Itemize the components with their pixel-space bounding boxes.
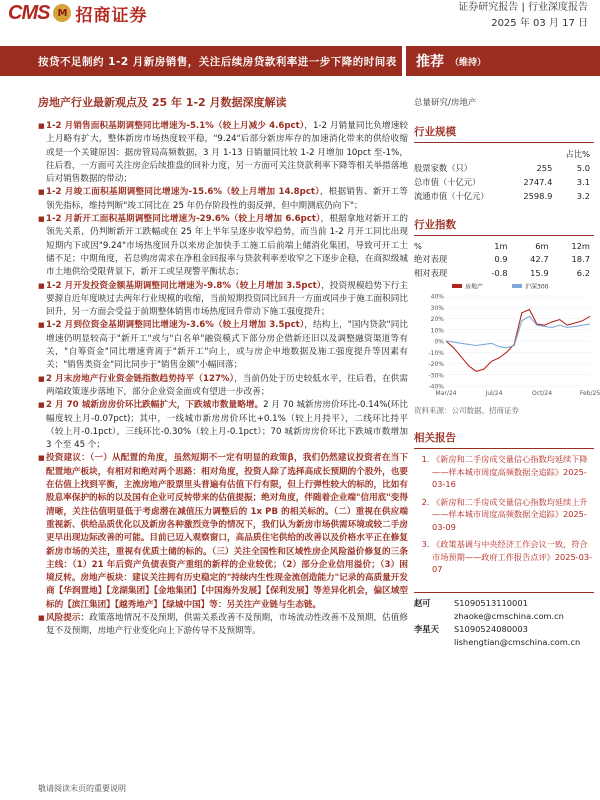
y-tick-label: 20% <box>430 316 444 323</box>
industry-index-section <box>414 217 600 416</box>
industry-scale-section <box>414 124 594 203</box>
legend-label: 沪深300 <box>525 283 549 291</box>
industry-scale-table <box>414 147 594 203</box>
bullet-house-price: ■ 2 月 70 城新房房价环比跌幅扩大，下跌城市数量略增。2 月 70 城新房房价环比-0.14%(环比幅度较上月-0.07pct)；其中，一线城市新房房价环比+0.1%（较上月持平），二线环比持平（较上月-0.1pct），三线环比-0.30%（较上月-0.1pct）；70 城新房房价环比下跌城市数增加 3 个至 45 个； <box>38 399 408 452</box>
analyst-entry: 李星天 S1090524080003 <box>414 623 528 634</box>
legend-swatch <box>512 284 522 288</box>
y-tick-label: 40% <box>430 293 444 301</box>
industry-index-chart <box>414 280 600 400</box>
rating-label: 推荐 <box>416 54 444 70</box>
logo-company-name: 招商证券 <box>75 5 148 26</box>
bullet-investment: ■ 1-2 月开发投资金额基期调整同比增速为-9.8%（较上月增加 3.5pct），投资规模趋势下行主要源自近年度映过去两年行业规模的收缩，当前短期投资同比回升一方面或同步于施工面积同比回升，另一方面会受益于前期整体销售市场热度回升带动下施工强度提升； <box>38 280 408 320</box>
related-reports-section <box>414 430 594 576</box>
industry-index-table <box>414 240 594 280</box>
main-content <box>38 120 408 639</box>
table-row: 流通市值（十亿元） 2598.9 3.2 <box>414 191 590 201</box>
rating-banner <box>406 46 600 76</box>
y-tick-label: -20% <box>428 361 444 368</box>
y-tick-label: -30% <box>428 372 444 380</box>
bullet-new-start: ■ 1-2 月新开工面积基期调整同比增速为-29.6%（较上月增加 6.6pct），根据拿地对新开工的领先关系，仍判断新开工跌幅或在 25 年上半年呈逐步收窄趋势，而当前 1-2 月开工同比出现短期内下或因"9.24"市场热度回升以来房企加快手工施工后前端上储消化集团，导致可开工土储不足；中期角度，若总购房需求在净租金回报率与贷款利率差收窄之下逐步企稳，在商拟级城市土地供给受限背景下，新开工或呈现警平衡状态； <box>38 213 408 279</box>
x-tick-label: Jul/24 <box>485 390 503 397</box>
industry-scale-title: 行业规模 <box>414 124 594 143</box>
table-row: 总市值（十亿元） 2747.4 3.1 <box>414 177 590 187</box>
bullet-sales: ■ 1-2 月销售面积基期调整同比增速为-5.1%（较上月减少 4.6pct），1-2 月销量同比负增速较上月略有扩大，整体新房市场热度较平稳，"9.24"后部分新房库存的加速消化带来的供给收缩或是一个关键原因：据房管局高频数据，3 月 1-13 日销量同比较 1-2 月增加 10pct 至-1%，往后看，一方面可关注房企后续推盘的回补力度，另一方面可关注贷款利率下降等相关举措落地后对销售数据的带动； <box>38 120 408 186</box>
table-row: 股票家数（只） 255 5.0 <box>414 163 590 173</box>
analyst-email[interactable]: lishengtian@cmschina.com.cn <box>454 636 581 647</box>
list-item[interactable]: 1. 《新房和二手房成交量信心指数均延续下降——样本城市周度高频数据全追踪》2025-03-16 <box>432 453 594 491</box>
bullet-completion: ■ 1-2 月竣工面积基期调整同比增速为-15.6%（较上月增加 14.8pct），根据销售、新开工等领先指标，维持判断"竣工同比在 25 年仍存阶段性的弱反弹，但中期测底仍向下"； <box>38 186 408 213</box>
footer-note: 敬请阅读末页的重要说明 <box>38 784 126 793</box>
related-reports-title: 相关报告 <box>414 430 594 449</box>
bullet-risk: ■ 风险提示：政策落地情况不及预期，供需关系改善不及预期，市场流动性改善不及预期，估值修复不及预期，房地产行业变化向上下游传导不及预期等。 <box>38 612 408 639</box>
related-reports-list <box>414 453 594 576</box>
list-item[interactable]: 3. 《政策基调与中央经济工作会议一致，符合市场预期——政府工作报告点评》2025-03-07 <box>432 538 594 576</box>
header-meta <box>458 0 588 32</box>
report-title-banner: 按贷不足制约 1-2 月新房销售，关注后续房贷款利率进一步下降的时间表 <box>0 46 402 76</box>
rating-note: （维持） <box>450 57 487 68</box>
logo-cms-text: CMS <box>8 1 50 24</box>
series-line-real-estate <box>446 310 590 372</box>
industry-index-title: 行业指数 <box>414 217 594 236</box>
table-header: % 1m 6m 12m <box>414 241 590 251</box>
sidebar <box>414 90 600 649</box>
legend-label: 房地产 <box>465 283 484 291</box>
series-line-csi300 <box>446 316 590 348</box>
bullet-funding: ■ 1-2 月到位资金基期调整同比增速为-3.6%（较上月增加 3.5pct），结构上，"国内贷款"同比增速仍明显较高于"新开工"或与"白名单"融资模式下部分房企借新还旧以及调整融资渠道等有关，"自筹资金"同比增速背离于"新开工"向上，或与房企申地数据及施工强度提升等因素有关；"销售类资金"同比同步于"销售金额"小幅回落； <box>38 319 408 372</box>
report-type: 证券研究报告 | 行业深度报告 <box>458 2 588 13</box>
table-row: 绝对表现 0.9 42.7 18.7 <box>414 254 590 264</box>
bullet-investment-advice: ■ 投资建议：（一）从配置的角度，虽然短期不一定有明显的政策β，我们仍然建议投资者在当下配置地产板块，有相对和绝对两个思路：相对角度，投资人除了选择高成长预期的个股外，也要在估值上找到平衡，主流房地产股票里头普遍有估值下行有限，但上行弹性较大的标的，比如有股息率保护的标的以及国有企业可反转带来的估值提振；绝对角度，伴随着企业端"信用底"变得清晰，关注估值明显低于考虑潜在减值压力调整后的 1x PB 的相关标的。（二）重视在供应端重视新、供给品质优化以及新房各种激烈竞争的情况下，我们认为新房市场供需环境或较二手房更早出现边际改善的可能。目前已迈入观察窗口，高品质住宅供给的改善以及价格水平正在修复新房市场的关注，重视有优质土储的标的。（三）关注全国性和区域性房企风险溢价修复的三条主线：（1）21 年后资产负债表资产重组的新样的企业较优；（2）部分企业信用溢价；（3）困境反转。房地产板块：建议关注拥有历史稳定的"持续内生性现金流创造能力"记录的高质量开发商【华润置地】【龙湖集团】【金地集团】【中国海外发展】【保利发展】等差异化机会，偏区域型标的【滨江集团】【越秀地产】【绿城中国】等：另关注产业链与生态链。 <box>38 452 408 612</box>
report-date: 2025 年 03 月 17 日 <box>491 18 588 29</box>
scale-col-head: 占比% <box>565 149 590 159</box>
y-tick-label: -40% <box>428 383 444 391</box>
bullet-capital-chain: ■ 2 月末房地产行业资金链指数趋势持平（127%），当前仍处于历史较低水平，往后看，在供需两端政策逐步落地下，部分企业资金面或有望进一步改善； <box>38 373 408 400</box>
y-tick-label: -10% <box>428 349 444 357</box>
x-tick-label: Oct/24 <box>531 390 553 397</box>
list-item[interactable]: 2. 《新房和二手房成交量信心指数均延续上升——样本城市周度高频数据全追踪》2025-03-09 <box>432 496 594 534</box>
analyst-email[interactable]: zhaoke@cmschina.com.cn <box>454 610 564 621</box>
x-tick-label: Feb/25 <box>579 390 600 397</box>
y-tick-label: 10% <box>430 327 444 335</box>
chart-source: 资料来源：公司数据、招商证券 <box>414 406 519 415</box>
y-tick-label: 30% <box>430 304 444 312</box>
analyst-section <box>414 592 594 649</box>
sub-industry: 总量研究/房地产 <box>414 98 477 108</box>
x-tick-label: Mar/24 <box>435 390 457 397</box>
analyst-entry: 赵可 S1090513110001 <box>414 597 528 608</box>
report-subtitle: 房地产行业最新观点及 25 年 1-2 月数据深度解读 <box>38 96 287 109</box>
y-tick-label: 0% <box>434 338 444 346</box>
table-row: 相对表现 -0.8 15.9 6.2 <box>414 268 590 278</box>
logo-badge-icon: M <box>53 4 71 22</box>
legend-swatch <box>452 284 462 288</box>
company-logo <box>8 0 147 26</box>
